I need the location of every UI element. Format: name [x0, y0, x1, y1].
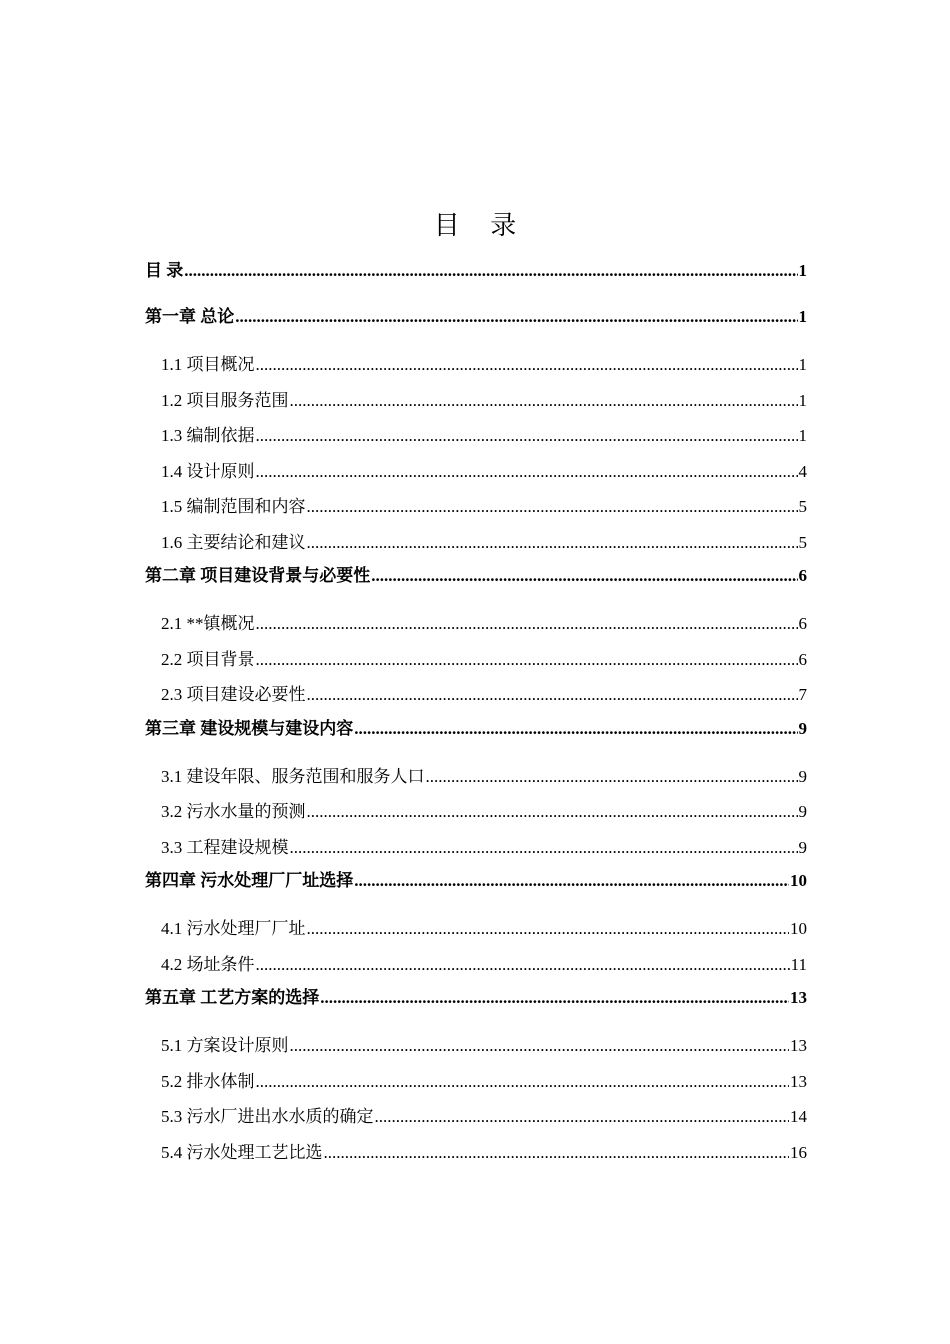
- toc-dot-leader: [256, 606, 798, 642]
- toc-page-number: 9: [798, 718, 807, 738]
- toc-chapter-entry[interactable]: [145, 301, 807, 347]
- toc-section-entry[interactable]: [145, 418, 807, 454]
- toc-section-entry[interactable]: [145, 794, 807, 830]
- toc-section-entry[interactable]: [145, 347, 807, 383]
- toc-chapter-entry[interactable]: [145, 255, 807, 301]
- toc-page-number: 1: [798, 426, 807, 445]
- toc-entry-label: 第四章 污水处理厂厂址选择: [145, 871, 354, 890]
- toc-dot-leader: [256, 347, 798, 383]
- toc-entry-label: 第五章 工艺方案的选择: [145, 988, 320, 1007]
- toc-entry-label: 4.1 污水处理厂厂址: [161, 919, 306, 938]
- toc-dot-leader: [354, 713, 797, 745]
- toc-dot-leader: [307, 794, 798, 830]
- toc-dot-leader: [354, 865, 789, 897]
- toc-entry-label: 3.3 工程建设规模: [161, 837, 289, 857]
- toc-entry-label: 2.2 项目背景: [161, 649, 255, 669]
- toc-entry-label: 2.1 **镇概况: [161, 614, 255, 633]
- toc-section-entry[interactable]: [145, 454, 807, 490]
- toc-dot-leader: [375, 1099, 790, 1135]
- toc-entry-label: 5.4 污水处理工艺比选: [161, 1142, 323, 1162]
- toc-page-number: 6: [798, 566, 807, 585]
- toc-page-number: 13: [790, 1036, 807, 1055]
- toc-dot-leader: [256, 454, 798, 490]
- toc-entry-label: 1.5 编制范围和内容: [161, 497, 306, 516]
- toc-entry-label: 5.3 污水厂进出水水质的确定: [161, 1107, 374, 1126]
- toc-entry-label: 3.1 建设年限、服务范围和服务人口: [161, 766, 425, 786]
- toc-section-entry[interactable]: [145, 1135, 807, 1171]
- toc-section-entry[interactable]: [145, 1099, 807, 1135]
- toc-section-entry[interactable]: [145, 383, 807, 419]
- toc-entry-label: 5.2 排水体制: [161, 1071, 255, 1091]
- toc-page-number: 6: [798, 614, 807, 633]
- toc-dot-leader: [290, 830, 798, 866]
- toc-entry-label: 1.3 编制依据: [161, 426, 255, 445]
- toc-dot-leader: [371, 560, 797, 592]
- toc-page-number: 1: [798, 307, 807, 326]
- toc-section-entry[interactable]: [145, 911, 807, 947]
- toc-page-number: 16: [790, 1142, 807, 1162]
- toc-dot-leader: [290, 1028, 790, 1064]
- table-of-contents: [145, 255, 807, 1170]
- toc-page-number: 7: [798, 685, 807, 704]
- toc-entry-label: 1.1 项目概况: [161, 355, 255, 374]
- toc-entry-label: 2.3 项目建设必要性: [161, 685, 306, 704]
- toc-section-entry[interactable]: [145, 1064, 807, 1100]
- toc-dot-leader: [290, 383, 798, 419]
- toc-page-number: 6: [798, 649, 807, 669]
- toc-dot-leader: [256, 642, 798, 678]
- page-title: 目 录: [433, 211, 529, 240]
- toc-dot-leader: [184, 255, 797, 287]
- toc-entry-label: 第一章 总论: [145, 307, 235, 326]
- toc-page-number: 5: [798, 497, 807, 516]
- toc-dot-leader: [256, 947, 790, 983]
- toc-section-entry[interactable]: [145, 759, 807, 795]
- toc-page-number: 1: [798, 261, 807, 280]
- toc-page-number: 13: [790, 1071, 807, 1091]
- toc-section-entry[interactable]: [145, 830, 807, 866]
- toc-entry-label: 1.4 设计原则: [161, 461, 255, 481]
- toc-chapter-entry[interactable]: [145, 713, 807, 759]
- toc-entry-label: 第二章 项目建设背景与必要性: [145, 566, 371, 585]
- toc-page-number: 10: [790, 919, 807, 938]
- toc-section-entry[interactable]: [145, 642, 807, 678]
- toc-page-number: 10: [790, 871, 807, 890]
- toc-dot-leader: [307, 677, 798, 713]
- toc-section-entry[interactable]: [145, 489, 807, 525]
- toc-page-number: 5: [798, 532, 807, 552]
- toc-dot-leader: [307, 911, 790, 947]
- toc-entry-label: 1.2 项目服务范围: [161, 390, 289, 410]
- toc-entry-label: 1.6 主要结论和建议: [161, 532, 306, 552]
- toc-section-entry[interactable]: [145, 1028, 807, 1064]
- toc-page-number: 1: [798, 390, 807, 410]
- toc-chapter-entry[interactable]: [145, 982, 807, 1028]
- toc-page-number: 1: [798, 355, 807, 374]
- toc-entry-label: 4.2 场址条件: [161, 954, 255, 974]
- toc-page-number: 11: [790, 954, 807, 974]
- toc-page-number: 13: [790, 988, 807, 1007]
- toc-chapter-entry[interactable]: [145, 560, 807, 606]
- toc-section-entry[interactable]: [145, 947, 807, 983]
- toc-dot-leader: [426, 759, 798, 795]
- toc-entry-label: 第三章 建设规模与建设内容: [145, 718, 354, 738]
- toc-page-number: 9: [798, 837, 807, 857]
- toc-section-entry[interactable]: [145, 606, 807, 642]
- toc-page-number: 9: [798, 802, 807, 821]
- toc-entry-label: 目 录: [145, 261, 184, 280]
- toc-page-number: 14: [790, 1107, 807, 1126]
- toc-page-number: 9: [798, 766, 807, 786]
- toc-dot-leader: [320, 982, 789, 1014]
- toc-page-number: 4: [798, 461, 807, 481]
- toc-section-entry[interactable]: [145, 525, 807, 561]
- toc-dot-leader: [235, 301, 797, 333]
- toc-dot-leader: [324, 1135, 790, 1171]
- toc-dot-leader: [256, 418, 798, 454]
- toc-section-entry[interactable]: [145, 677, 807, 713]
- toc-chapter-entry[interactable]: [145, 865, 807, 911]
- toc-dot-leader: [307, 525, 798, 561]
- toc-dot-leader: [256, 1064, 790, 1100]
- toc-entry-label: 5.1 方案设计原则: [161, 1036, 289, 1055]
- toc-dot-leader: [307, 489, 798, 525]
- toc-entry-label: 3.2 污水水量的预测: [161, 802, 306, 821]
